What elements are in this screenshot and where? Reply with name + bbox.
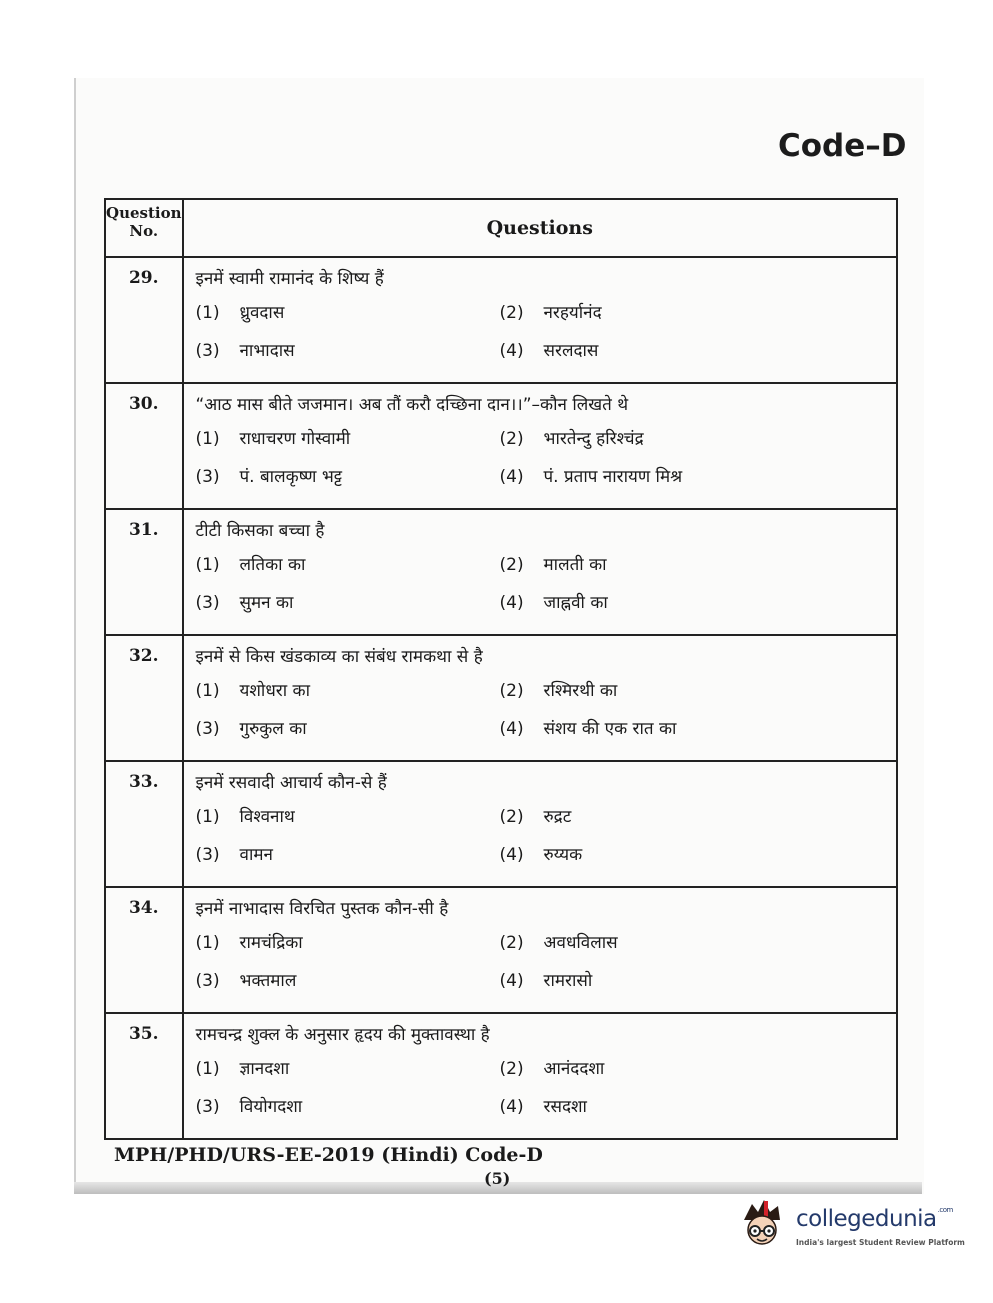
option-2 <box>500 1054 885 1086</box>
option-number: (2) <box>499 807 524 827</box>
option-number: (3) <box>195 593 220 613</box>
column-header-question-no-line2: No. <box>129 222 159 240</box>
logo-tagline: India's largest Student Review Platform <box>796 1238 965 1247</box>
option-text: वियोगदशा <box>239 1097 303 1117</box>
option-number: (1) <box>195 429 220 449</box>
question-table <box>104 198 898 1140</box>
option-number: (3) <box>195 1097 220 1117</box>
option-text: रुय्यक <box>543 845 583 865</box>
option-text: संशय की एक रात का <box>543 719 677 739</box>
option-4 <box>500 840 885 872</box>
question-cell <box>183 1013 898 1139</box>
option-number: (1) <box>195 1059 220 1079</box>
option-4 <box>500 588 885 620</box>
option-number: (2) <box>499 681 524 701</box>
option-1 <box>196 424 500 456</box>
column-header-questions: Questions <box>183 199 898 257</box>
option-2 <box>500 298 885 330</box>
option-2 <box>500 550 885 582</box>
option-number: (3) <box>195 719 220 739</box>
option-1 <box>196 676 500 708</box>
question-cell <box>183 635 898 761</box>
question-cell <box>183 257 898 383</box>
option-text: रामचंद्रिका <box>239 933 303 953</box>
option-list <box>196 928 885 998</box>
option-1 <box>196 928 500 960</box>
question-text: इनमें स्वामी रामानंद के शिष्य हैं <box>195 269 384 289</box>
question-number: 32. <box>105 635 183 761</box>
question-cell <box>183 509 898 635</box>
question-text: इनमें रसवादी आचार्य कौन-से हैं <box>195 773 387 793</box>
option-text: आनंददशा <box>543 1059 605 1079</box>
option-text: भक्तमाल <box>239 971 297 991</box>
option-3 <box>196 840 500 872</box>
question-row <box>105 509 897 635</box>
option-number: (4) <box>499 467 524 487</box>
mascot-icon <box>736 1198 794 1258</box>
option-text: भारतेन्दु हरिश्चंद्र <box>543 429 644 449</box>
question-number: 29. <box>105 257 183 383</box>
option-4 <box>500 714 885 746</box>
option-text: पं. बालकृष्ण भट्ट <box>239 467 343 487</box>
option-number: (3) <box>195 971 220 991</box>
option-number: (4) <box>499 971 524 991</box>
option-number: (4) <box>499 845 524 865</box>
question-row <box>105 887 897 1013</box>
column-header-question-no-line1: Question <box>106 204 182 222</box>
table-header-row <box>105 199 897 257</box>
option-text: लतिका का <box>239 555 306 575</box>
option-text: यशोधरा का <box>239 681 310 701</box>
option-1 <box>196 298 500 330</box>
option-text: राधाचरण गोस्वामी <box>239 429 351 449</box>
option-number: (2) <box>499 303 524 323</box>
question-number: 33. <box>105 761 183 887</box>
option-number: (1) <box>195 303 220 323</box>
logo-suffix: .com <box>937 1206 953 1214</box>
option-text: वामन <box>239 845 273 865</box>
option-4 <box>500 336 885 368</box>
option-list <box>196 424 885 494</box>
option-text: रामरासो <box>543 971 593 991</box>
option-2 <box>500 928 885 960</box>
question-text: इनमें से किस खंडकाव्य का संबंध रामकथा से है <box>195 647 483 667</box>
question-cell <box>183 761 898 887</box>
option-number: (1) <box>195 807 220 827</box>
option-3 <box>196 966 500 998</box>
option-number: (4) <box>499 593 524 613</box>
option-2 <box>500 802 885 834</box>
option-3 <box>196 462 500 494</box>
question-row <box>105 383 897 509</box>
question-text: टीटी किसका बच्चा है <box>195 521 325 541</box>
option-3 <box>196 588 500 620</box>
option-text: विश्वनाथ <box>239 807 295 827</box>
question-number: 30. <box>105 383 183 509</box>
logo-name: collegedunia <box>796 1206 937 1232</box>
question-row <box>105 635 897 761</box>
option-number: (3) <box>195 341 220 361</box>
question-cell <box>183 887 898 1013</box>
option-list <box>196 802 885 872</box>
page-number: (5) <box>484 1169 511 1188</box>
question-number: 35. <box>105 1013 183 1139</box>
option-3 <box>196 1092 500 1124</box>
question-number: 31. <box>105 509 183 635</box>
option-4 <box>500 462 885 494</box>
option-number: (4) <box>499 1097 524 1117</box>
option-4 <box>500 966 885 998</box>
option-text: अवधविलास <box>543 933 618 953</box>
option-3 <box>196 336 500 368</box>
option-number: (4) <box>499 341 524 361</box>
option-text: नाभादास <box>239 341 295 361</box>
option-text: रुद्रट <box>543 807 572 827</box>
option-1 <box>196 802 500 834</box>
question-list <box>105 257 897 1139</box>
collegedunia-logo <box>736 1198 966 1260</box>
column-header-question-no <box>105 199 183 257</box>
option-2 <box>500 676 885 708</box>
option-text: गुरुकुल का <box>239 719 307 739</box>
option-text: सरलदास <box>543 341 599 361</box>
option-text: ज्ञानदशा <box>239 1059 290 1079</box>
option-number: (3) <box>195 845 220 865</box>
option-list <box>196 298 885 368</box>
option-number: (3) <box>195 467 220 487</box>
option-2 <box>500 424 885 456</box>
option-1 <box>196 1054 500 1086</box>
option-text: रश्मिरथी का <box>543 681 618 701</box>
option-3 <box>196 714 500 746</box>
option-number: (1) <box>195 555 220 575</box>
question-number: 34. <box>105 887 183 1013</box>
question-text: “आठ मास बीते जजमान। अब तौं करौ दच्छिना दान।।”–कौन लिखते थे <box>195 395 629 415</box>
option-list <box>196 1054 885 1124</box>
option-text: रसदशा <box>543 1097 587 1117</box>
option-number: (2) <box>499 1059 524 1079</box>
option-number: (1) <box>195 933 220 953</box>
option-4 <box>500 1092 885 1124</box>
option-list <box>196 550 885 620</box>
question-cell <box>183 383 898 509</box>
code-title: Code–D <box>778 128 907 164</box>
question-text: इनमें नाभादास विरचित पुस्तक कौन-सी है <box>195 899 449 919</box>
question-row <box>105 761 897 887</box>
option-number: (1) <box>195 681 220 701</box>
question-row <box>105 1013 897 1139</box>
option-list <box>196 676 885 746</box>
question-text: रामचन्द्र शुक्ल के अनुसार हृदय की मुक्तावस्था है <box>195 1025 490 1045</box>
option-number: (4) <box>499 719 524 739</box>
option-text: नरहर्यानंद <box>543 303 602 323</box>
option-text: मालती का <box>543 555 607 575</box>
option-number: (2) <box>499 429 524 449</box>
option-text: ध्रुवदास <box>239 303 285 323</box>
option-number: (2) <box>499 555 524 575</box>
option-number: (2) <box>499 933 524 953</box>
option-text: सुमन का <box>239 593 294 613</box>
question-row <box>105 257 897 383</box>
option-text: जाह्नवी का <box>543 593 608 613</box>
option-text: पं. प्रताप नारायण मिश्र <box>543 467 683 487</box>
footer-code: MPH/PHD/URS-EE-2019 (Hindi) Code-D <box>114 1144 543 1166</box>
option-1 <box>196 550 500 582</box>
